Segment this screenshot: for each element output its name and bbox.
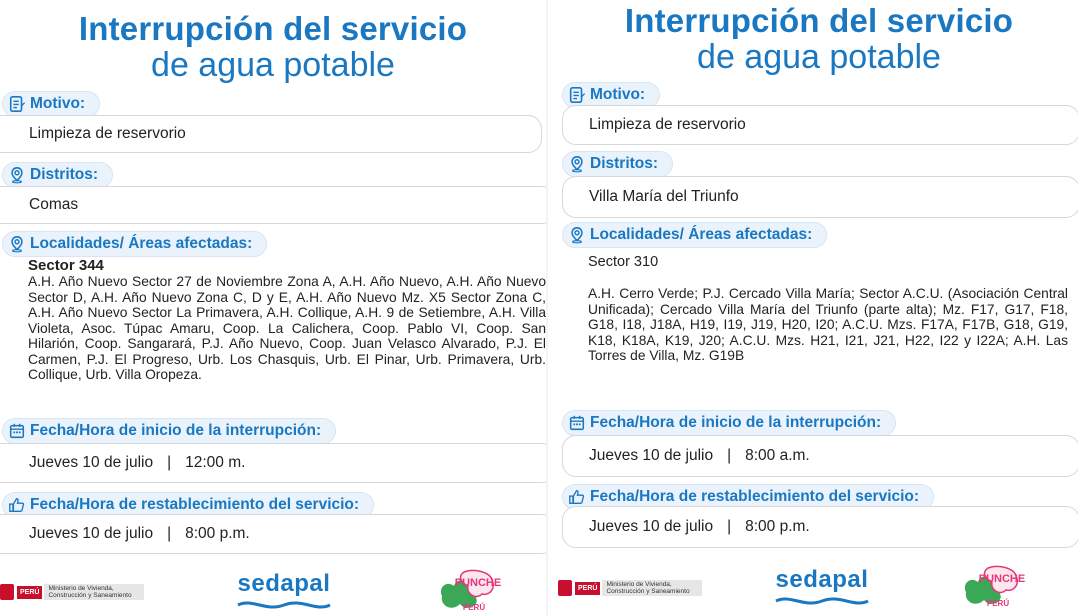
- thumbs-up-icon: [7, 495, 27, 515]
- ministerio-logo: [0, 584, 144, 600]
- coat-of-arms-icon: [0, 584, 14, 600]
- restablecimiento-time: 8:00 p.m.: [185, 525, 250, 542]
- notice-title: [548, 4, 1078, 74]
- restablecimiento-label-text: Fecha/Hora de restablecimiento del servicio:: [30, 496, 360, 513]
- sedapal-logo: [774, 566, 870, 608]
- sector-name: Sector 310: [588, 254, 659, 270]
- punche-peru-logo: [958, 562, 1028, 612]
- restablecimiento-separator: |: [727, 518, 732, 535]
- motivo-label-text: Motivo:: [590, 86, 646, 103]
- svg-text:PERÚ: PERÚ: [462, 603, 486, 612]
- motivo-value-box: [0, 115, 542, 153]
- distritos-value-box: [0, 186, 556, 224]
- inicio-value-box: [562, 435, 1078, 477]
- restablecimiento-date: Jueves 10 de julio: [29, 525, 154, 542]
- motivo-value: Limpieza de reservorio: [29, 125, 186, 142]
- affected-areas: A.H. Año Nuevo Sector 27 de Noviembre Zona A, A.H. Año Nuevo, A.H. Año Nuevo Sector D, A.H. Año Nuevo Zona C, D y E, A.H. Año Nuevo Mz. X5 Sector Zona C, A.H. Año Nuevo Sector La Primavera, A.H. Collique, A.H. 9 de Setiembre, A.H. Villa Violeta, Asoc. Túpac Amaru, Coop. La Calichera, Coop. Pablo VI, Coop. San Hilarión, Coop. Sangarará, P.J. Año Nuevo, Coop. Juan Velasco Alvarado, P.J. El Carmen, P.J. El Progreso, Urb. Los Chasquis, Urb. El Pinar, Urb. Primavera, Urb. Collique, Urb. Villa Oropeza.: [28, 274, 546, 382]
- thumbs-up-icon: [567, 487, 587, 507]
- notice-panel-vmt: [548, 0, 1078, 616]
- punche-peru-icon: [434, 566, 504, 616]
- svg-text:PERÚ: PERÚ: [986, 599, 1010, 608]
- distritos-value: Comas: [29, 196, 79, 213]
- distritos-value-box: [562, 176, 1078, 218]
- title-line-2: de agua potable: [697, 38, 941, 76]
- location-pin-icon: [567, 154, 587, 174]
- motivo-value-box: [562, 105, 1078, 145]
- title-line-1: Interrupción del servicio: [78, 10, 468, 47]
- peru-tag: PERÚ: [575, 582, 600, 595]
- distritos-label: [562, 151, 673, 177]
- restablecimiento-time: 8:00 p.m.: [745, 518, 810, 535]
- peru-tag: PERÚ: [17, 586, 42, 599]
- localidades-content: [28, 258, 546, 383]
- calendar-icon: [567, 413, 587, 433]
- motivo-label-text: Motivo:: [30, 95, 86, 112]
- restablecimiento-label-text: Fecha/Hora de restablecimiento del servicio:: [590, 488, 920, 505]
- location-pin-icon: [7, 165, 27, 185]
- inicio-time: 8:00 a.m.: [745, 447, 810, 464]
- sedapal-logo: [236, 570, 332, 612]
- inicio-label-text: Fecha/Hora de inicio de la interrupción:: [30, 422, 322, 439]
- inicio-date: Jueves 10 de julio: [29, 454, 154, 471]
- wave-icon: [236, 598, 332, 612]
- notice-title: [0, 12, 546, 82]
- inicio-value-box: [0, 443, 556, 483]
- sector-name: Sector 344: [28, 257, 104, 274]
- document-icon: [7, 94, 27, 114]
- inicio-date: Jueves 10 de julio: [589, 447, 714, 464]
- restablecimiento-separator: |: [167, 525, 172, 542]
- sedapal-wordmark: sedapal: [775, 566, 869, 593]
- calendar-icon: [7, 421, 27, 441]
- svg-text:PUNCHE: PUNCHE: [454, 577, 502, 589]
- punche-peru-icon: [958, 562, 1028, 612]
- svg-text:PUNCHE: PUNCHE: [978, 573, 1026, 585]
- motivo-label: [2, 91, 100, 117]
- sedapal-wordmark: sedapal: [237, 570, 331, 597]
- distritos-label-text: Distritos:: [590, 155, 659, 172]
- localidades-content: [588, 254, 1068, 364]
- localidades-label: [2, 231, 267, 257]
- coat-of-arms-icon: [558, 580, 572, 596]
- inicio-separator: |: [167, 454, 172, 471]
- distritos-label-text: Distritos:: [30, 166, 99, 183]
- location-pin-icon: [7, 234, 27, 254]
- wave-icon: [774, 594, 870, 608]
- affected-areas: A.H. Cerro Verde; P.J. Cercado Villa María; Sector A.C.U. (Asociación Central Unificada); Cercado Villa María del Triunfo (parte alta); Mz. F17, G17, F18, G18, I18, J18A, H19, I19, J19, H20, I20; A.C.U. Mzs. F17A, F17B, G18, G19, K18, K18A, K19, J20; A.C.U. Mzs. H21, I21, J21, H22, I22 y I22A; A.H. Las Torres de Villa, Mz. G19B: [588, 286, 1068, 363]
- punche-peru-logo: [434, 566, 504, 616]
- ministerio-logo: [558, 580, 702, 596]
- distritos-label: [2, 162, 113, 188]
- localidades-label-text: Localidades/ Áreas afectadas:: [590, 226, 813, 243]
- title-line-1: Interrupción del servicio: [624, 2, 1014, 39]
- restablecimiento-date: Jueves 10 de julio: [589, 518, 714, 535]
- inicio-label-text: Fecha/Hora de inicio de la interrupción:: [590, 414, 882, 431]
- localidades-label-text: Localidades/ Áreas afectadas:: [30, 235, 253, 252]
- document-icon: [567, 85, 587, 105]
- location-pin-icon: [567, 225, 587, 245]
- distritos-value: Villa María del Triunfo: [589, 188, 739, 205]
- localidades-label: [562, 222, 827, 248]
- title-line-2: de agua potable: [151, 46, 395, 84]
- inicio-label: [562, 410, 896, 436]
- inicio-time: 12:00 m.: [185, 454, 246, 471]
- restablecimiento-value-box: [0, 514, 556, 554]
- ministerio-name: Ministerio de Vivienda, Construcción y Saneamiento: [44, 584, 144, 600]
- inicio-separator: |: [727, 447, 732, 464]
- ministerio-name: Ministerio de Vivienda, Construcción y Saneamiento: [602, 580, 702, 596]
- inicio-label: [2, 418, 336, 444]
- restablecimiento-value-box: [562, 506, 1078, 548]
- motivo-value: Limpieza de reservorio: [589, 116, 746, 133]
